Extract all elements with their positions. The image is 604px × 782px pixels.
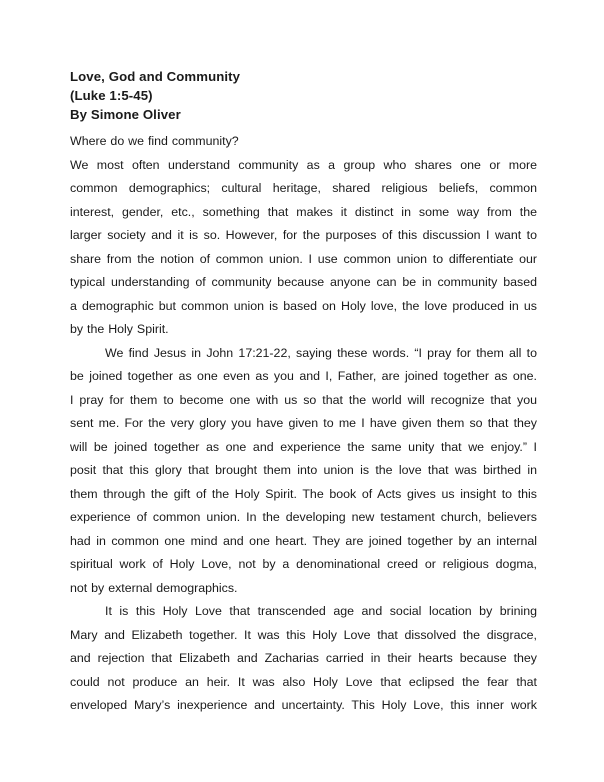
text-line: experience of common union. In the developing new testament church, believers	[70, 510, 537, 524]
text-line: be joined together as one even as you and I, Father, are joined together as one.	[70, 369, 537, 383]
text-line: will be joined together as one and experience the same unity that we enjoy.” I	[70, 439, 537, 454]
text-line: a demographic but common union is based on Holy love, the love produced in us	[70, 298, 537, 313]
document-body	[70, 130, 537, 718]
text-line: could not produce an heir. It was also Holy Love that eclipsed the fear that	[70, 674, 537, 689]
text-line: by the Holy Spirit.	[70, 322, 169, 336]
text-line: not by external demographics.	[70, 580, 238, 595]
text-line: interest, gender, etc., something that makes it distinct in some way from the	[70, 204, 537, 219]
text-line: spiritual work of Holy Love, not by a denominational creed or religious dogma,	[70, 557, 537, 571]
paragraphs-container	[70, 154, 537, 718]
text-line: enveloped Mary’s inexperience and uncertainty. This Holy Love, this inner work	[70, 698, 537, 712]
text-line: posit that this glory that brought them into union is the love that was birthed in	[70, 463, 537, 477]
text-line: had in common one mind and one heart. They are joined together by an internal	[70, 533, 537, 548]
text-line: larger society and it is so. However, for the purposes of this discussion I want to	[70, 228, 537, 242]
document-subtitle-scripture: (Luke 1:5-45)	[70, 88, 153, 103]
document-author: By Simone Oliver	[70, 107, 181, 122]
section-heading: Where do we find community?	[70, 134, 239, 148]
document-title-block	[70, 67, 537, 124]
document-title: Love, God and Community	[70, 69, 241, 84]
text-line: It is this Holy Love that transcended age and social location by brining	[105, 604, 537, 618]
text-line: We most often understand community as a group who shares one or more	[70, 157, 537, 172]
text-line: them through the gift of the Holy Spirit. The book of Acts gives us insight to this	[70, 486, 537, 501]
text-line: and rejection that Elizabeth and Zacharias carried in their hearts because they	[70, 651, 537, 665]
text-line: Mary and Elizabeth together. It was this Holy Love that dissolved the disgrace,	[70, 627, 537, 642]
text-line: typical understanding of community because anyone can be in community based	[70, 275, 537, 289]
text-line: I pray for them to become one with us so that the world will recognize that you	[70, 392, 537, 407]
document-content	[70, 67, 537, 718]
text-line: share from the notion of common union. I use common union to differentiate our	[70, 251, 537, 266]
text-line: sent me. For the very glory you have given to me I have given them so that they	[70, 416, 537, 430]
text-line: common demographics; cultural heritage, shared religious beliefs, common	[70, 181, 537, 195]
text-line: We find Jesus in John 17:21-22, saying these words. “I pray for them all to	[105, 345, 537, 360]
